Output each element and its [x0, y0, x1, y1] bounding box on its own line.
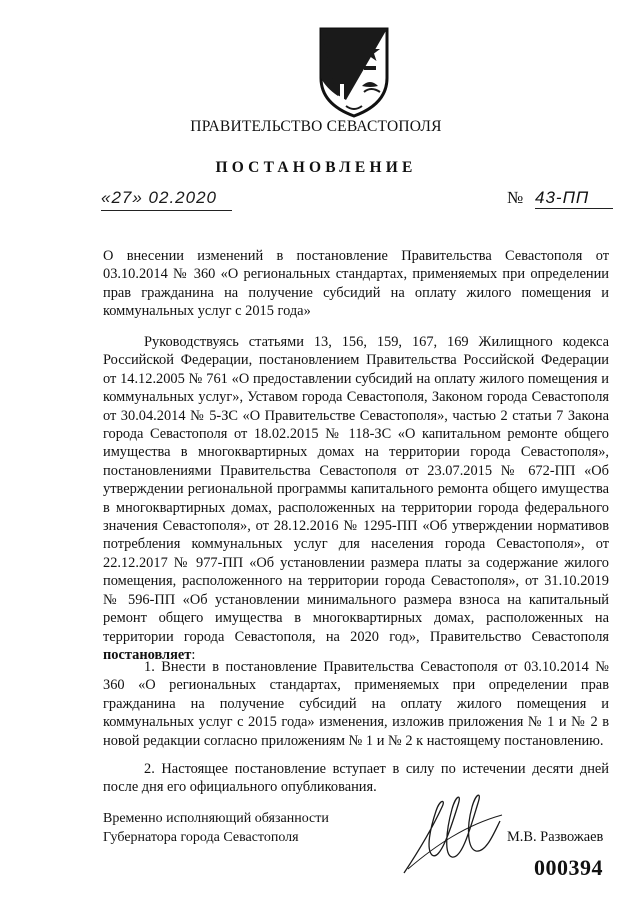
preamble-text: Руководствуясь статьями 13, 156, 159, 167, 169 Жилищного кодекса Российской Федерации, постановлением Правительства Российской Федерации от 14.12.2005 № 761 «О предоставлении субсидий на оплату жилого помещения и коммунальных услуг», Уставом города Севастополя, Законом города Севастополя от 30.04.2014 № 5-ЗС «О Правительстве Севастополя», частью 2 статьи 7 Закона города Севастополя от 18.02.2015 № 118-ЗС «О капитальном ремонте общего имущества в многоквартирных домах на территории города Севастополя», постановлениями Правительства Севастополя от 23.07.2015 № 672-ПП «Об утверждении региональной программы капитального ремонта общего имущества в многоквартирных домах, расположенных на территории города федерального значения Севастополя», от 28.12.2016 № 1295-ПП «Об утверждении нормативов потребления коммунальных услуг для населения города Севастополя», от 22.12.2017 № 977-ПП «Об установлении размера платы за содержание жилого помещения, расположенного на территории города Севастополя», от 31.10.2019 № 596-ПП «Об установлении минимального размера взноса на капитальный ремонт общего имущества в многоквартирных домах, расположенных на территории города Севастополя, на 2020 год», Правительство Севастополя: [103, 334, 609, 645]
sevastopol-coat-of-arms-icon: [318, 26, 390, 118]
document-subject: О внесении изменений в постановление Правительства Севастополя от 03.10.2014 № 360 «О региональных стандартах, применяемых при определении прав гражданина на получение субсидий на оплату жилого помещения и коммунальных услуг с 2015 года»: [103, 248, 609, 320]
preamble-verb: постановляет: [103, 646, 192, 663]
number-sign: №: [507, 188, 524, 207]
handwritten-signature: [396, 785, 506, 880]
signer-position: [103, 810, 329, 847]
preamble-paragraph: [103, 333, 609, 664]
signer-position-line-1: Временно исполняющий обязанности: [103, 811, 329, 826]
government-name: ПРАВИТЕЛЬСТВО СЕВАСТОПОЛЯ: [190, 118, 442, 135]
serial-number: 000394: [534, 855, 603, 880]
signer-position-line-2: Губернатора города Севастополя: [103, 829, 299, 845]
preamble-colon: :: [191, 646, 196, 663]
document-number-field: [507, 188, 615, 210]
document-date: «27» 02.2020: [101, 188, 232, 211]
document-number: 43-ПП: [535, 188, 613, 209]
resolution-item-2: 2. Настоящее постановление вступает в силу по истечении десяти дней после дня его официального опубликования.: [103, 761, 609, 796]
signer-name: М.В. Развожаев: [507, 829, 604, 845]
document-type-title: ПОСТАНОВЛЕНИЕ: [215, 159, 417, 176]
resolution-item-1: 1. Внести в постановление Правительства Севастополя от 03.10.2014 № 360 «О региональных стандартах, применяемых при определении прав гражданина на получение субсидий на оплату жилого помещения и коммунальных услуг с 2015 года» изменения, изложив приложения № 1 и № 2 в новой редакции согласно приложениям № 1 и № 2 к настоящему постановлению.: [103, 659, 609, 749]
